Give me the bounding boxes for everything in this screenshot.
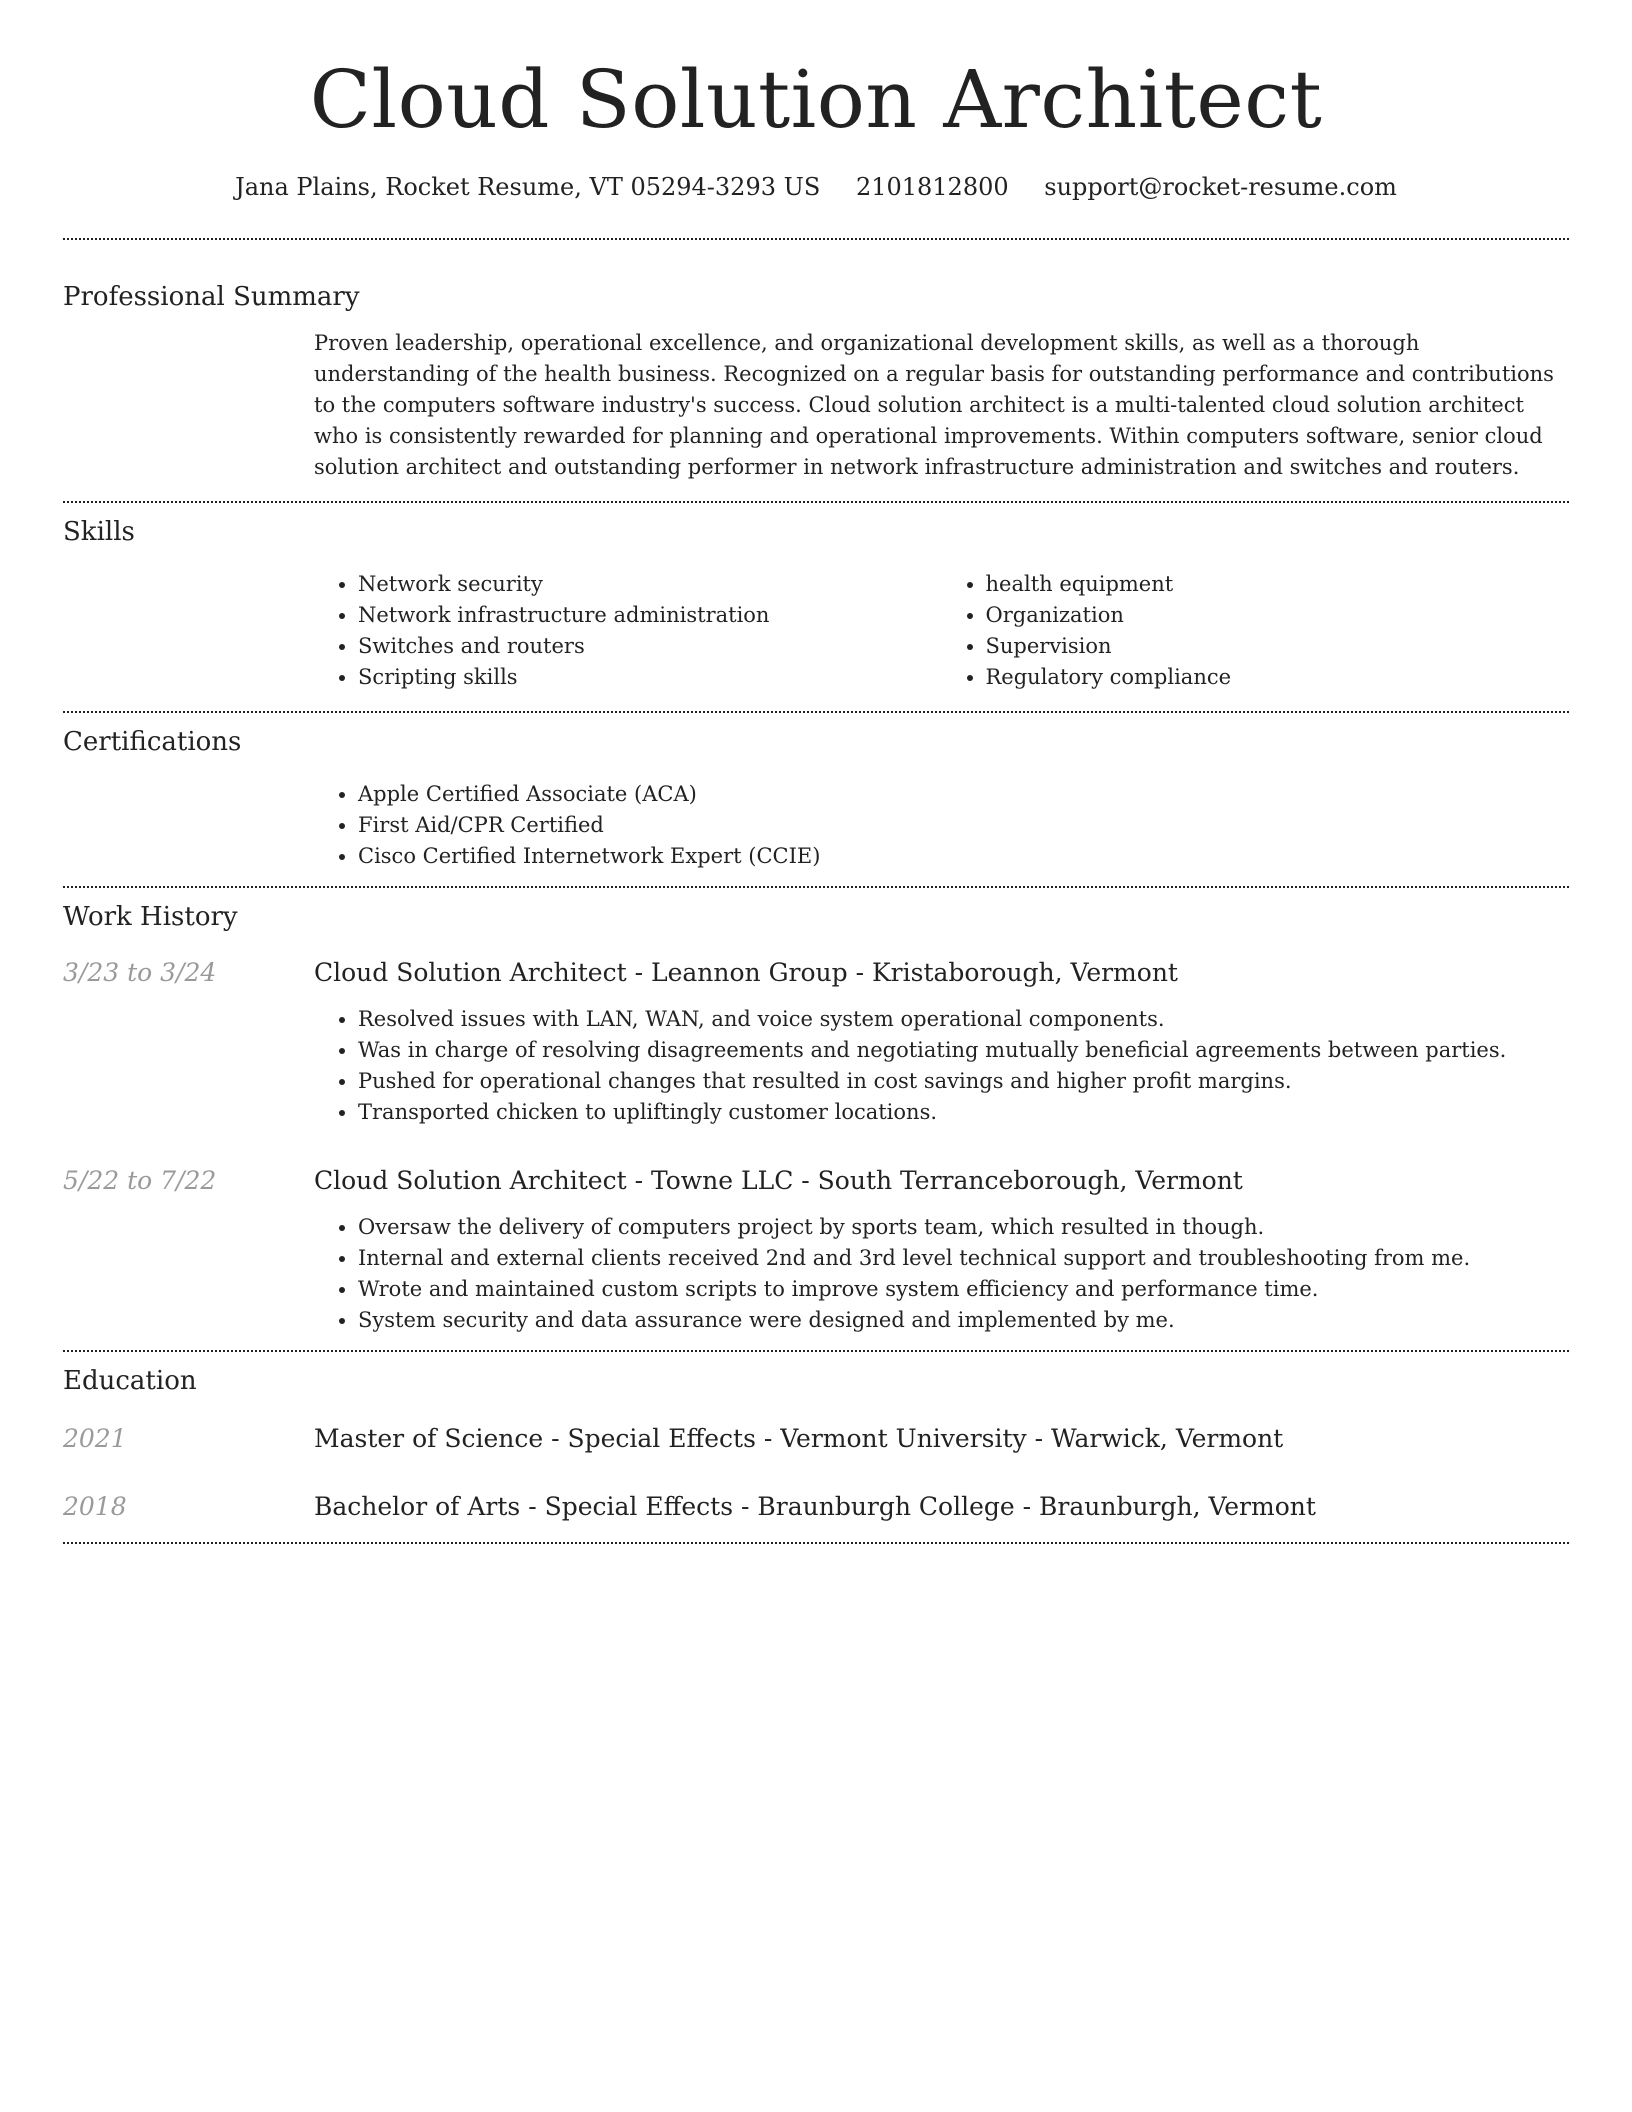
summary-text: Proven leadership, operational excellence, and organizational development skills, as well as a thorough understanding of the health business. Recognized on a regular basis for outstanding performance and contributions to the computers software industry's success. Cloud solution architect is a multi-talented cloud solution architect who is consistently rewarded for planning and operational improvements. Within computers software, senior cloud solution architect and outstanding performer in network infrastructure administration and switches and routers. <box>314 331 1554 479</box>
education-year: 2021 <box>63 1424 127 1453</box>
job-bullet: • Wrote and maintained custom scripts to improve system efficiency and performance time. <box>358 1274 1569 1305</box>
work-history-section <box>63 888 1569 1350</box>
job-bullet: • Was in charge of resolving disagreements and negotiating mutually beneficial agreements between parties. <box>358 1035 1569 1066</box>
education-degree: Master of Science - Special Effects - Vermont University - Warwick, Vermont <box>314 1424 1284 1453</box>
skills-list-right <box>942 569 1570 693</box>
contact-line <box>63 170 1569 204</box>
skill-item: • Scripting skills <box>358 662 942 693</box>
skill-item: • Switches and routers <box>358 631 942 662</box>
education-degree: Bachelor of Arts - Special Effects - Braunburgh College - Braunburgh, Vermont <box>314 1492 1316 1521</box>
skill-item: • Regulatory compliance <box>986 662 1570 693</box>
job-bullets <box>314 1004 1569 1128</box>
resume-name: Cloud Solution Architect <box>309 53 1323 146</box>
certifications-section <box>63 713 1569 886</box>
skill-item: • Network infrastructure administration <box>358 600 942 631</box>
section-title: Certifications <box>63 727 242 757</box>
contact-email: support@rocket-resume.com <box>1044 173 1397 201</box>
job-bullet: • Internal and external clients received 2nd and 3rd level technical support and troubleshooting from me. <box>358 1243 1569 1274</box>
summary-section <box>63 240 1569 501</box>
certification-item: • First Aid/CPR Certified <box>358 810 1569 841</box>
certification-item: • Cisco Certified Internetwork Expert (CCIE) <box>358 841 1569 872</box>
skill-item: • health equipment <box>986 569 1570 600</box>
certifications-list <box>314 779 1569 872</box>
job-bullet: • Oversaw the delivery of computers project by sports team, which resulted in though. <box>358 1212 1569 1243</box>
job-bullet: • Pushed for operational changes that resulted in cost savings and higher profit margins. <box>358 1066 1569 1097</box>
job-heading: Cloud Solution Architect - Towne LLC - South Terranceborough, Vermont <box>314 1166 1243 1195</box>
skills-section <box>63 503 1569 711</box>
education-year: 2018 <box>63 1492 127 1521</box>
job-entry <box>63 1164 1569 1336</box>
education-entry <box>63 1422 1569 1456</box>
job-dates: 3/23 to 3/24 <box>63 958 217 987</box>
education-section <box>63 1352 1569 1542</box>
skills-list-left <box>314 569 942 693</box>
contact-address: Jana Plains, Rocket Resume, VT 05294-3293 US <box>235 173 821 201</box>
job-bullets <box>314 1212 1569 1336</box>
job-entry <box>63 956 1569 1128</box>
skill-item: • Organization <box>986 600 1570 631</box>
education-entry <box>63 1490 1569 1524</box>
job-dates: 5/22 to 7/22 <box>63 1166 217 1195</box>
certification-item: • Apple Certified Associate (ACA) <box>358 779 1569 810</box>
job-bullet: • System security and data assurance were designed and implemented by me. <box>358 1305 1569 1336</box>
job-bullet: • Resolved issues with LAN, WAN, and voice system operational components. <box>358 1004 1569 1035</box>
section-title: Education <box>63 1366 197 1396</box>
divider <box>63 1542 1569 1544</box>
job-heading: Cloud Solution Architect - Leannon Group - Kristaborough, Vermont <box>314 958 1178 987</box>
job-bullet: • Transported chicken to upliftingly customer locations. <box>358 1097 1569 1128</box>
section-title: Professional Summary <box>63 282 360 312</box>
contact-phone: 2101812800 <box>855 173 1009 201</box>
section-title: Skills <box>63 517 135 547</box>
skill-item: • Network security <box>358 569 942 600</box>
section-title: Work History <box>63 902 238 932</box>
skill-item: • Supervision <box>986 631 1570 662</box>
